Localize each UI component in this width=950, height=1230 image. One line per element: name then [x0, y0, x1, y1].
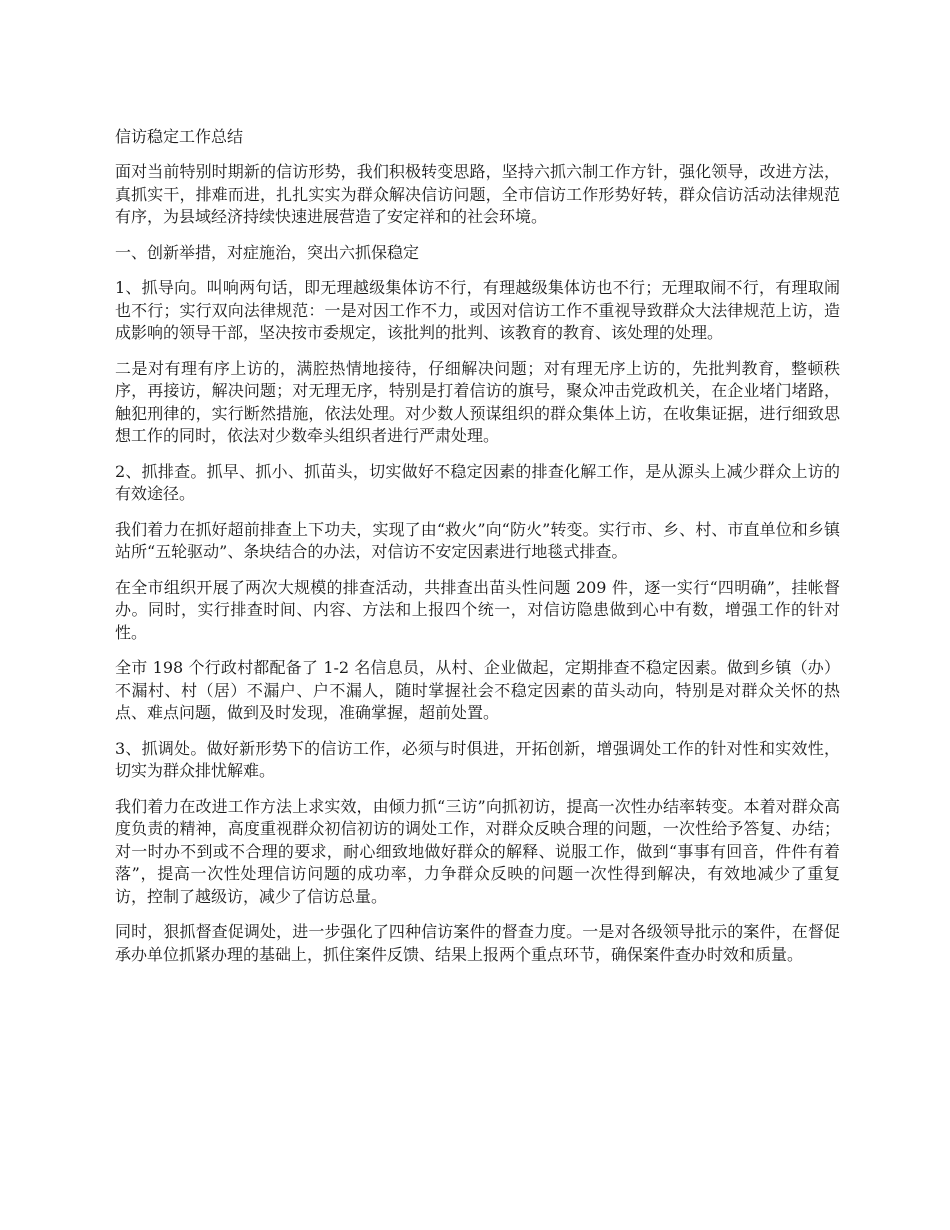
paragraph-intro: 面对当前特别时期新的信访形势，我们积极转变思路，坚持六抓六制工作方针，强化领导，改进方法，真抓实干，排难而进，扎扎实实为群众解决信访问题，全市信访工作形势好转，群众信访活动法律规范有序，为县域经济持续快速进展营造了安定祥和的社会环境。 [115, 162, 840, 226]
paragraph-mediation-3: 同时，狠抓督查促调处，进一步强化了四种信访案件的督查力度。一是对各级领导批示的案件，在督促承办单位抓紧办理的基础上，抓住案件反馈、结果上报两个重点环节，确保案件查办时效和质量。 [115, 922, 840, 964]
paragraph-mediation-2: 我们着力在改进工作方法上求实效，由倾力抓“三访”向抓初访，提高一次性办结率转变。本着对群众高度负责的精神，高度重视群众初信初访的调处工作，对群众反映合理的问题，一次性给予答复、办结；对一时办不到或不合理的要求，耐心细致地做好群众的解释、说服工作，做到“事事有回音，件件有着落”，提高一次性处理信访问题的成功率，力争群众反映的问题一次性得到解决，有效地减少了重复访，控制了越级访，减少了信访总量。 [115, 796, 840, 906]
paragraph-guidance: 1、抓导向。叫响两句话，即无理越级集体访不行，有理越级集体访也不行；无理取闹不行，有理取闹也不行；实行双向法律规范：一是对因工作不力，或因对信访工作不重视导致群众大法律规范上访，造成影响的领导干部，坚决按市委规定，该批判的批判、该教育的教育、该处理的处理。 [115, 278, 840, 342]
section-heading-1: 一、创新举措，对症施治，突出六抓保稳定 [115, 242, 420, 262]
document-page [115, 125, 840, 979]
paragraph-mediation: 3、抓调处。做好新形势下的信访工作，必须与时俱进，开拓创新，增强调处工作的针对性和实效性，切实为群众排忧解难。 [115, 738, 840, 780]
paragraph-screening-2: 我们着力在抓好超前排查上下功夫，实现了由“救火”向“防火”转变。实行市、乡、村、市直单位和乡镇站所“五轮驱动”、条块结合的办法，对信访不安定因素进行地毯式排查。 [115, 519, 840, 561]
paragraph-screening-4: 全市 198 个行政村都配备了 1-2 名信息员，从村、企业做起，定期排查不稳定因素。做到乡镇（办）不漏村、村（居）不漏户、户不漏人，随时掌握社会不稳定因素的苗头动向，特别是对群众关怀的热点、难点问题，做到及时发现，准确掌握，超前处置。 [115, 658, 840, 722]
document-title: 信访稳定工作总结 [115, 127, 244, 146]
paragraph-screening-3: 在全市组织开展了两次大规模的排查活动，共排查出苗头性问题 209 件，逐一实行“四明确”，挂帐督办。同时，实行排查时间、内容、方法和上报四个统一，对信访隐患做到心中有数，增强工作的针对性。 [115, 577, 840, 642]
paragraph-guidance-2: 二是对有理有序上访的，满腔热情地接待，仔细解决问题；对有理无序上访的，先批判教育，整顿秩序，再接访，解决问题；对无理无序，特别是打着信访的旗号，聚众冲击党政机关，在企业堵门堵路，触犯刑律的，实行断然措施，依法处理。对少数人预谋组织的群众集体上访，在收集证据，进行细致思想工作的同时，依法对少数牵头组织者进行严肃处理。 [115, 358, 840, 445]
paragraph-screening: 2、抓排查。抓早、抓小、抓苗头，切实做好不稳定因素的排查化解工作，是从源头上减少群众上访的有效途径。 [115, 461, 840, 503]
